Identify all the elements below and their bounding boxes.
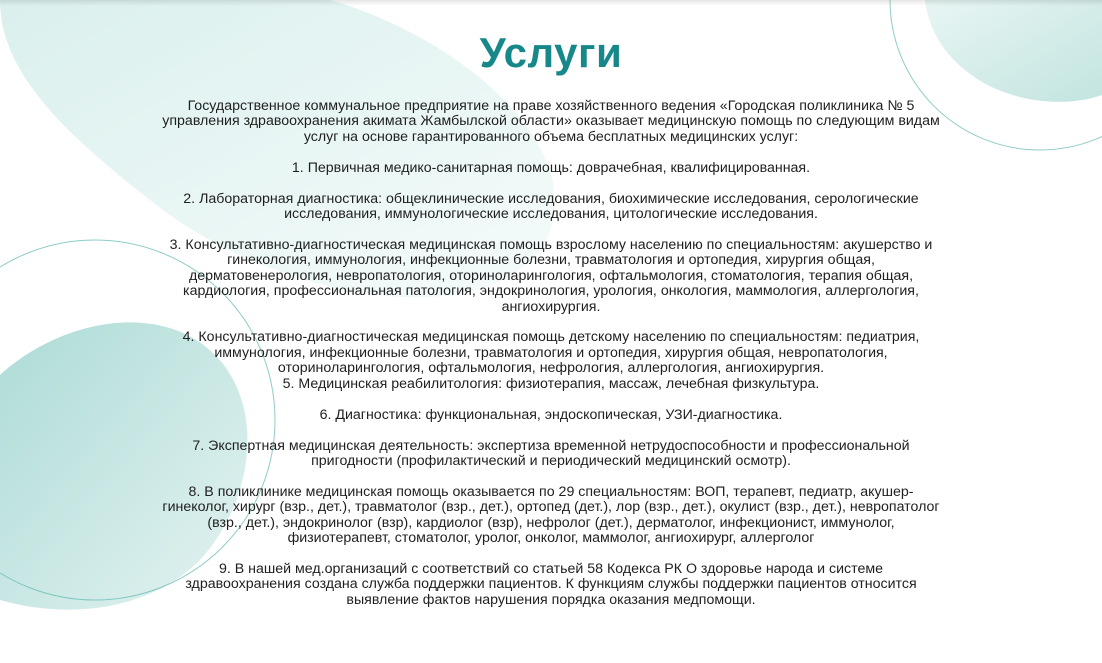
service-item-1: 1. Первичная медико-санитарная помощь: доврачебная, квалифицированная. [291, 159, 811, 176]
page-title: Услуги [479, 29, 623, 76]
service-item-6: 6. Диагностика: функциональная, эндоскопическая, УЗИ-диагностика. [319, 406, 783, 423]
service-item-4: 4. Консультативно-диагностическая медицинская помощь детскому населению по специальностям: педиатрия, иммунология, инфекционные болезни, травматология и ортопедия, хирургия общая, невропатология, оториноларингология, офтальмология, нефрология, аллергология, ангиохирургия. [182, 329, 920, 377]
services-text [161, 99, 941, 608]
service-item-8: 8. В поликлинике медицинская помощь оказывается по 29 специальностям: ВОП, терапевт, педиатр, акушер-гинеколог, хирург (взр., дет.), травматолог (взр., дет.), ортопед (дет.), лор (взр., дет.), окулист (взр., дет.), невропатолог (взр., дет.), эндокринолог (взр), кардиолог (взр), нефролог (дет.), дерматолог, инфекционист, иммунолог, физиотерапевт, стоматолог, уролог, онколог, маммолог, ангиохирург, аллерголог [162, 483, 940, 547]
service-item-2: 2. Лабораторная диагностика: общеклинические исследования, биохимические исследования, серологические исследования, иммунологические исследования, цитологические исследования. [183, 190, 919, 223]
service-item-7: 7. Экспертная медицинская деятельность: экспертиза временной нетрудоспособности и профессиональной пригодности (профилактический и периодический медицинский осмотр). [192, 437, 910, 469]
service-item-3: 3. Консультативно-диагностическая медицинская помощь взрослому населению по специальностям: акушерство и гинекология, иммунология, инфекционные болезни, травматология и ортопедия, хирургия общая, дерматовенерология, невропатология, оториноларингология, офтальмология, стоматология, терапия общая, кардиология, профессиональная патология, эндокринология, урология, онкология, маммология, аллергология, ангиохирургия. [169, 236, 933, 315]
service-item-9: 9. В нашей мед.организаций с соответствий со статьей 58 Кодекса РК О здоровье народа и системе здравоохранения создана служба поддержки пациентов. К функциям службы поддержки пациентов относится выявление фактов нарушения порядка оказания медпомощи. [185, 560, 917, 608]
service-item-5: 5. Медицинская реабилитология: физиотерапия, массаж, лечебная физкультура. [282, 375, 820, 392]
intro-paragraph: Государственное коммунальное предприятие на праве хозяйственного ведения «Городская поликлиника № 5 управления здравоохранения акимата Жамбылской области» оказывает медицинскую помощь по следующим видам услуг на основе гарантированного объема бесплатных медицинских услуг: [162, 98, 940, 145]
